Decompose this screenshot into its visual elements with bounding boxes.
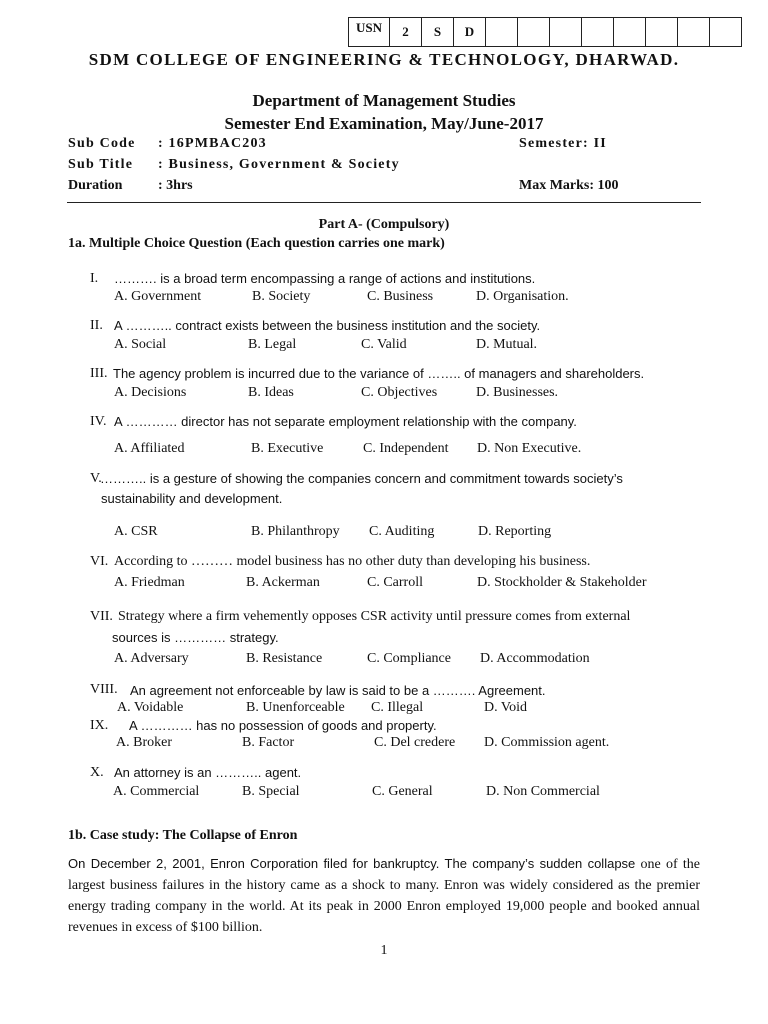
case-study-paragraph [68, 853, 700, 938]
sub-code-label: Sub Code [68, 136, 136, 151]
semester: Semester: II [519, 136, 607, 151]
question-text: According to ……… model business has no other duty than developing his business. [114, 554, 591, 569]
option: D. Stockholder & Stakeholder [477, 575, 647, 590]
option: D. Non Commercial [486, 784, 600, 799]
usn-box [348, 17, 742, 47]
question-number: V. [90, 471, 102, 486]
question-number: VIII. [90, 682, 118, 697]
option: B. Ideas [248, 385, 294, 400]
usn-label: USN [349, 18, 390, 47]
option: C. Illegal [371, 700, 424, 715]
case-study-heading: 1b. Case study: The Collapse of Enron [68, 828, 298, 843]
option: B. Legal [248, 337, 297, 352]
option: C. Business [367, 289, 434, 304]
question-number: IV. [90, 414, 107, 429]
duration-label: Duration [68, 178, 123, 193]
option: D. Businesses. [476, 385, 559, 400]
option: B. Ackerman [246, 575, 320, 590]
question-text: Strategy where a firm vehemently opposes CSR activity until pressure comes from external [118, 609, 631, 624]
option: D. Accommodation [480, 651, 590, 666]
option: C. Independent [363, 441, 449, 456]
usn-cell [710, 18, 742, 47]
question-text: An attorney is an ……….. agent. [114, 765, 302, 780]
case-study-first-line: On December 2, 2001, Enron Corporation filed for bankruptcy. The company’s sudden collapse [68, 856, 636, 871]
sub-code-value: : 16PMBAC203 [158, 136, 267, 151]
usn-cell: 2 [390, 18, 422, 47]
question-text: A ………… has no possession of goods and property. [129, 718, 437, 733]
question-text: A ……….. contract exists between the business institution and the society. [114, 318, 541, 333]
option: A. CSR [114, 524, 158, 539]
option: C. Objectives [361, 385, 438, 400]
usn-cell [678, 18, 710, 47]
case-study-rest: one of the largest business failures in the history came as a shock to many. Enron was widely considered as the premier energy trading company in the world. At its peak in 2000 Enron employed 19,000 people and booked annual revenues in excess of $100 billion. [68, 857, 701, 935]
option: D. Commission agent. [484, 735, 610, 750]
usn-cell [550, 18, 582, 47]
exam-title: Semester End Examination, May/June-2017 [224, 114, 544, 133]
option: A. Broker [116, 735, 172, 750]
college-name: SDM COLLEGE OF ENGINEERING & TECHNOLOGY, DHARWAD. [88, 50, 680, 69]
usn-cell [646, 18, 678, 47]
option: C. Carroll [367, 575, 423, 590]
duration-value: : 3hrs [158, 178, 193, 193]
option: C. Del credere [374, 735, 456, 750]
page-number: 1 [380, 943, 388, 958]
question-number: I. [90, 271, 99, 286]
option: D. Void [484, 700, 528, 715]
option: D. Non Executive. [477, 441, 582, 456]
question-text: An agreement not enforceable by law is said to be a ………. Agreement. [130, 683, 546, 698]
question-number: VII. [90, 609, 113, 624]
question-number: IX. [90, 718, 109, 733]
usn-cell [518, 18, 550, 47]
question-text-cont: sustainability and development. [101, 491, 283, 506]
usn-cell: D [454, 18, 486, 47]
option: D. Reporting [478, 524, 552, 539]
option: B. Unenforceable [246, 700, 345, 715]
option: D. Mutual. [476, 337, 538, 352]
question-number: X. [90, 765, 104, 780]
option: C. Auditing [369, 524, 435, 539]
option: A. Decisions [114, 385, 187, 400]
option: B. Society [252, 289, 311, 304]
mcq-heading: 1a. Multiple Choice Question (Each question carries one mark) [68, 236, 445, 251]
option: C. Compliance [367, 651, 451, 666]
header-divider [67, 202, 701, 203]
option: A. Government [114, 289, 202, 304]
option: B. Executive [251, 441, 324, 456]
question-text: A ………… director has not separate employment relationship with the company. [114, 414, 577, 429]
option: B. Philanthropy [251, 524, 340, 539]
max-marks: Max Marks: 100 [519, 178, 619, 193]
usn-cell [486, 18, 518, 47]
usn-cell [582, 18, 614, 47]
option: A. Commercial [113, 784, 200, 799]
sub-title-value: : Business, Government & Society [158, 157, 400, 172]
option: B. Special [242, 784, 300, 799]
option: A. Friedman [114, 575, 185, 590]
option: D. Organisation. [476, 289, 569, 304]
question-number: III. [90, 366, 108, 381]
usn-cell [614, 18, 646, 47]
option: B. Resistance [246, 651, 323, 666]
question-number: VI. [90, 554, 109, 569]
question-text-cont: sources is ………… strategy. [112, 630, 279, 645]
option: B. Factor [242, 735, 295, 750]
option: C. General [372, 784, 433, 799]
option: A. Social [114, 337, 167, 352]
question-text: The agency problem is incurred due to the variance of …….. of managers and shareholders. [113, 366, 645, 381]
option: A. Affiliated [114, 441, 185, 456]
part-a-title: Part A- (Compulsory) [318, 217, 450, 232]
option: C. Valid [361, 337, 407, 352]
sub-title-label: Sub Title [68, 157, 134, 172]
option: A. Adversary [114, 651, 189, 666]
question-text: ……….. is a gesture of showing the companies concern and commitment towards society’s [100, 471, 623, 486]
option: A. Voidable [117, 700, 184, 715]
department-title: Department of Management Studies [252, 91, 516, 110]
usn-cell: S [422, 18, 454, 47]
question-number: II. [90, 318, 103, 333]
question-text: ………. is a broad term encompassing a range of actions and institutions. [114, 271, 536, 286]
